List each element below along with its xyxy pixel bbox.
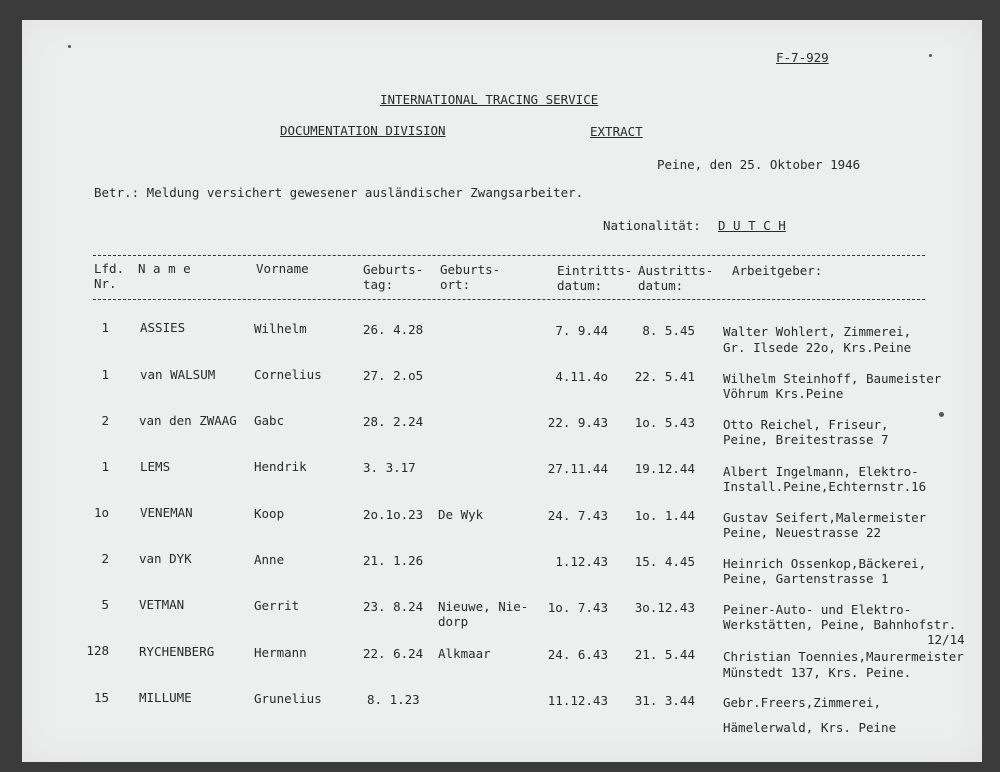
row-eintritt: 22. 9.43 <box>547 415 608 430</box>
row-name: LEMS <box>140 459 171 474</box>
row-eintritt: 1o. 7.43 <box>547 600 608 615</box>
header-eintritt: Eintritts- <box>557 263 633 278</box>
row-arbeitgeber-1: Walter Wohlert, Zimmerei, <box>723 324 912 339</box>
row-austritt: 15. 4.45 <box>634 554 695 569</box>
row-geburtstag: 27. 2.o5 <box>363 368 424 383</box>
row-nr: 1 <box>101 320 109 335</box>
document-title: INTERNATIONAL TRACING SERVICE <box>380 92 599 107</box>
row-nr: 128 <box>86 643 109 658</box>
row-nr: 2 <box>101 413 109 428</box>
row-nr: 1 <box>101 367 109 382</box>
header-lfd: Lfd. <box>94 261 125 276</box>
header-austritt: Austritts- <box>638 263 714 278</box>
row-geburtstag: 21. 1.26 <box>363 553 424 568</box>
row-arbeitgeber-2: Install.Peine,Echternstr.16 <box>723 479 927 494</box>
header-geburtsort-2: ort: <box>440 277 471 292</box>
row-vorname: Wilhelm <box>254 321 307 336</box>
nationality-label: Nationalität: <box>603 218 701 233</box>
header-geburtsort: Geburts- <box>440 262 501 277</box>
row-vorname: Anne <box>254 552 285 567</box>
row-vorname: Gerrit <box>254 598 300 613</box>
paper-speck <box>929 54 932 57</box>
row-arbeitgeber-2: Peine, Neuestrasse 22 <box>723 525 882 540</box>
row-vorname: Grunelius <box>254 691 322 706</box>
row-arbeitgeber-1: Gustav Seifert,Malermeister <box>723 510 927 525</box>
row-austritt: 1o. 5.43 <box>634 415 695 430</box>
header-vorname: Vorname <box>256 261 309 276</box>
header-austritt-2: datum: <box>638 278 684 293</box>
row-eintritt: 4.11.4o <box>555 369 608 384</box>
row-geburtstag: 3. 3.17 <box>363 460 416 475</box>
row-name: VENEMAN <box>140 505 193 520</box>
row-arbeitgeber-1: Otto Reichel, Friseur, <box>723 417 889 432</box>
header-bottom-rule <box>93 299 925 300</box>
paper-speck <box>939 412 944 417</box>
row-nr: 1o <box>93 505 109 520</box>
row-name: van DYK <box>139 551 192 566</box>
row-vorname: Cornelius <box>254 367 322 382</box>
row-eintritt: 24. 7.43 <box>547 508 608 523</box>
subject-line: Betr.: Meldung versichert gewesener ausländischer Zwangsarbeiter. <box>94 185 584 200</box>
row-nr: 15 <box>93 690 109 705</box>
row-austritt: 22. 5.41 <box>634 369 695 384</box>
header-top-rule <box>93 255 925 256</box>
row-geburtsort-1: Nieuwe, Nie- <box>438 599 529 614</box>
row-geburtstag: 23. 8.24 <box>363 599 424 614</box>
row-geburtsort-2: dorp <box>438 614 469 629</box>
row-geburtstag: 26. 4.28 <box>363 322 424 337</box>
row-arbeitgeber-2: Gr. Ilsede 22o, Krs.Peine <box>723 340 912 355</box>
row-arbeitgeber-1: Wilhelm Steinhoff, Baumeister <box>723 371 942 386</box>
row-arbeitgeber-2: Werkstätten, Peine, Bahnhofstr. <box>723 617 957 632</box>
row-geburtstag: 2o.1o.23 <box>363 507 424 522</box>
row-eintritt: 11.12.43 <box>547 693 608 708</box>
row-eintritt: 1.12.43 <box>555 554 608 569</box>
row-nr: 2 <box>101 551 109 566</box>
row-nr: 1 <box>101 459 109 474</box>
row-vorname: Hendrik <box>254 459 307 474</box>
row-austritt: 3o.12.43 <box>634 600 695 615</box>
row-vorname: Gabc <box>254 413 285 428</box>
header-nr: Nr. <box>94 276 117 291</box>
row-geburtsort: Alkmaar <box>438 646 491 661</box>
row-austritt: 31. 3.44 <box>634 693 695 708</box>
place-date: Peine, den 25. Oktober 1946 <box>657 157 861 172</box>
row-name: van den ZWAAG <box>139 413 237 428</box>
nationality-value: D U T C H <box>718 218 786 233</box>
extract-label: EXTRACT <box>590 124 643 139</box>
header-eintritt-2: datum: <box>557 278 603 293</box>
row-name: VETMAN <box>139 597 185 612</box>
row-arbeitgeber-2: Vöhrum Krs.Peine <box>723 386 844 401</box>
row-nr: 5 <box>101 597 109 612</box>
row-austritt: 21. 5.44 <box>634 647 695 662</box>
row-geburtstag: 22. 6.24 <box>363 646 424 661</box>
header-geburtstag-2: tag: <box>363 277 394 292</box>
row-arbeitgeber-2: Münstedt 137, Krs. Peine. <box>723 665 912 680</box>
row-eintritt: 27.11.44 <box>547 461 608 476</box>
row-name: ASSIES <box>140 320 186 335</box>
row-vorname: Hermann <box>254 645 307 660</box>
row-arbeitgeber-2: Hämelerwald, Krs. Peine <box>723 720 897 735</box>
document-number: F-7-929 <box>776 50 829 65</box>
row-name: RYCHENBERG <box>139 644 215 659</box>
row-name: MILLUME <box>139 690 192 705</box>
row-arbeitgeber-1: Albert Ingelmann, Elektro- <box>723 464 919 479</box>
row-arbeitgeber-2: Peine, Gartenstrasse 1 <box>723 571 889 586</box>
row-arbeitgeber-1: Christian Toennies,Maurermeister <box>723 649 964 664</box>
header-name: N a m e <box>138 261 191 276</box>
row-austritt: 8. 5.45 <box>642 323 695 338</box>
header-geburtstag: Geburts- <box>363 262 424 277</box>
row-eintritt: 24. 6.43 <box>547 647 608 662</box>
row-geburtstag: 28. 2.24 <box>363 414 424 429</box>
row-austritt: 1o. 1.44 <box>634 508 695 523</box>
header-arbeitgeber: Arbeitgeber: <box>732 263 823 278</box>
row-austritt: 19.12.44 <box>634 461 695 476</box>
row-arbeitgeber-2: Peine, Breitestrasse 7 <box>723 432 889 447</box>
row-name: van WALSUM <box>140 367 216 382</box>
row-eintritt: 7. 9.44 <box>555 323 608 338</box>
row-geburtstag: 8. 1.23 <box>367 692 420 707</box>
row-arbeitgeber-1: Peiner-Auto- und Elektro- <box>723 602 912 617</box>
margin-note: 12/14 <box>927 632 965 647</box>
division-label: DOCUMENTATION DIVISION <box>280 123 446 138</box>
row-arbeitgeber-1: Gebr.Freers,Zimmerei, <box>723 695 882 710</box>
row-arbeitgeber-1: Heinrich Ossenkop,Bäckerei, <box>723 556 927 571</box>
row-geburtsort: De Wyk <box>438 507 484 522</box>
paper-speck <box>68 45 71 48</box>
row-vorname: Koop <box>254 506 285 521</box>
